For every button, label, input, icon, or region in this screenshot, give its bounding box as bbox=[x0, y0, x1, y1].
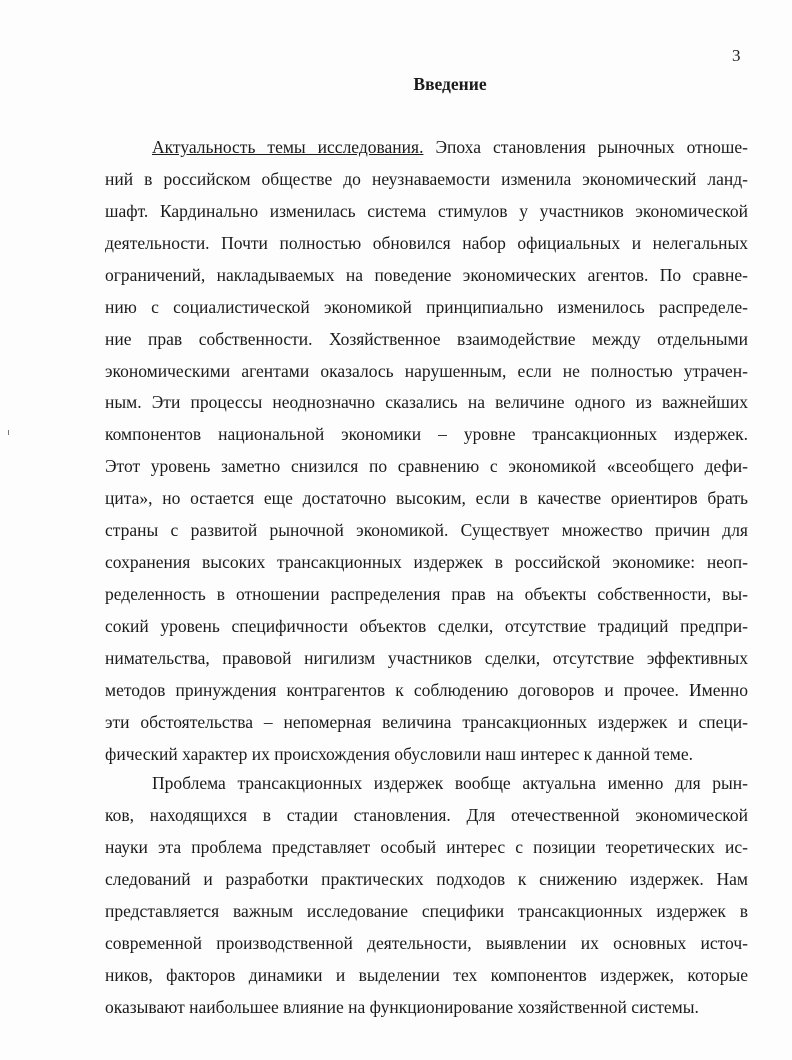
paragraph-1-line: экономическими агентами оказалось нарушенным, если не полностью утрачен- bbox=[105, 361, 748, 381]
paragraph-1-line: сокий уровень специфичности объектов сделки, отсутствие традиций предпри- bbox=[105, 616, 748, 636]
paragraph-2-last-line: оказывают наибольшее влияние на функционирование хозяйственной системы. bbox=[105, 997, 699, 1017]
paragraph-1-line: сохранения высоких трансакционных издержек в российской экономике: неоп- bbox=[105, 552, 748, 572]
paragraph-1-line: ределенность в отношении распределения прав на объекты собственности, вы- bbox=[105, 584, 748, 604]
paragraph-1-line: ний в российском обществе до неузнаваемости изменила экономический ланд- bbox=[105, 169, 748, 189]
paragraph-1-line: нимательства, правовой нигилизм участников сделки, отсутствие эффективных bbox=[105, 648, 748, 668]
paragraph-2-line: науки эта проблема представляет особый интерес с позиции теоретических ис- bbox=[105, 837, 748, 857]
paragraph-2-line: ков, находящихся в стадии становления. Для отечественной экономической bbox=[105, 805, 748, 825]
margin-mark bbox=[8, 430, 9, 435]
paragraph-1-line: методов принуждения контрагентов к соблюдению договоров и прочее. Именно bbox=[105, 680, 748, 700]
paragraph-1-line: эти обстоятельства – непомерная величина трансакционных издержек и специ- bbox=[105, 712, 748, 732]
paragraph-1-line: шафт. Кардинально изменилась система стимулов у участников экономической bbox=[105, 201, 748, 221]
paragraph-1-line: ным. Эти процессы неоднозначно сказались на величине одного из важнейших bbox=[105, 392, 748, 412]
paragraph-1-line: деятельности. Почти полностью обновился набор официальных и нелегальных bbox=[105, 233, 748, 253]
paragraph-1-last-line: фический характер их происхождения обусловили наш интерес к данной теме. bbox=[105, 744, 693, 764]
section-heading: Введение bbox=[413, 74, 487, 94]
paragraph-1-line: ограничений, накладываемых на поведение экономических агентов. По сравне- bbox=[105, 265, 748, 285]
paragraph-1-line: нию с социалистической экономикой принципиально изменилось распределе- bbox=[105, 297, 748, 317]
paragraph-1-first-line-rest: Эпоха становления рыночных отноше- bbox=[423, 137, 748, 157]
paragraph-2-line: следований и разработки практических подходов к снижению издержек. Нам bbox=[105, 869, 748, 889]
paragraph-1-line: Этот уровень заметно снизился по сравнению с экономикой «всеобщего дефи- bbox=[105, 456, 748, 476]
paragraph-1-line: цита», но остается еще достаточно высоким, если в качестве ориентиров брать bbox=[105, 488, 748, 508]
paragraph-1-line: страны с развитой рыночной экономикой. Существует множество причин для bbox=[105, 520, 748, 540]
page-number: 3 bbox=[732, 46, 741, 65]
paragraph-2-line: современной производственной деятельности, выявлении их основных источ- bbox=[105, 933, 748, 953]
topic-relevance-heading: Актуальность темы исследования. bbox=[152, 137, 424, 157]
paragraph-2-line: ников, факторов динамики и выделении тех компонентов издержек, которые bbox=[105, 965, 748, 985]
paragraph-1-line: ние прав собственности. Хозяйственное взаимодействие между отдельными bbox=[105, 329, 748, 349]
paragraph-1-line: компонентов национальной экономики – уровне трансакционных издержек. bbox=[105, 424, 748, 444]
paragraph-2-line: Проблема трансакционных издержек вообще актуальна именно для рын- bbox=[152, 773, 748, 793]
paragraph-2-line: представляется важным исследование специфики трансакционных издержек в bbox=[105, 901, 748, 921]
paragraph-1-line bbox=[152, 136, 748, 158]
